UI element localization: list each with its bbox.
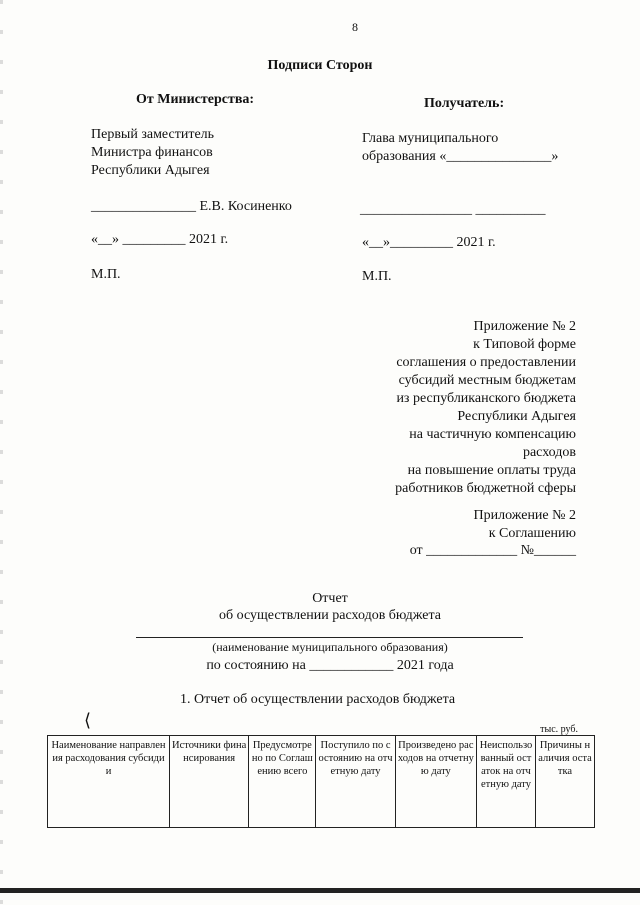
units-label: тыс. руб. [540,724,578,735]
table-header-row [48,736,595,828]
appendix-typical-line: к Типовой форме [473,337,576,352]
recipient-date-line: «__»_________ 2021 г. [362,235,496,250]
header-unused: Неиспользованный остаток на отчетную дату [477,736,536,828]
header-reasons: Причины наличия остатка [535,736,594,828]
appendix-typical-line: работников бюджетной сферы [395,481,576,496]
appendix-agreement-line: от _____________ №______ [409,543,576,558]
section-title: 1. Отчет об осуществлении расходов бюджета [180,692,456,707]
municipality-hint: (наименование муниципального образования) [212,640,448,654]
header-sources: Источники финансирования [170,736,249,828]
report-subtitle: об осуществлении расходов бюджета [218,608,442,623]
ministry-position-line-1: Первый заместитель [91,127,215,142]
appendix-agreement-line: Приложение № 2 [473,508,576,523]
ministry-stamp: М.П. [91,267,121,282]
ministry-heading: От Министерства: [136,92,255,107]
appendix-typical-line: на частичную компенсацию [409,427,576,442]
recipient-position-line-1: Глава муниципального [362,131,499,146]
ministry-position-line-3: Республики Адыгея [91,163,210,178]
recipient-name-line: ________________ __________ [360,202,546,217]
ministry-date-line: «__» _________ 2021 г. [91,232,229,247]
signatures-title: Подписи Сторон [267,58,373,73]
scan-bottom-edge [0,888,640,893]
appendix-typical-line: на повышение оплаты труда [407,463,576,478]
recipient-stamp: М.П. [362,269,392,284]
appendix-agreement-line: к Соглашению [488,526,576,541]
header-received: Поступило по состоянию на отчетную дату [316,736,395,828]
report-as-of: по состоянию на ____________ 2021 года [206,658,454,673]
appendix-typical-line: субсидий местным бюджетам [398,373,576,388]
appendix-typical-line: Приложение № 2 [473,319,576,334]
handwritten-mark: ⟨ [84,710,92,730]
appendix-typical-line: Республики Адыгея [457,409,576,424]
report-title: Отчет [312,591,348,606]
ministry-name-line: _______________ Е.В. Косиненко [91,199,292,214]
ministry-position-line-2: Министра финансов [91,145,213,160]
header-spent: Произведено расходов на отчетную дату [395,736,476,828]
recipient-heading: Получатель: [424,96,505,111]
appendix-typical-line: из республиканского бюджета [396,391,576,406]
page-number: 8 [352,20,358,34]
appendix-typical-line: соглашения о предоставлении [396,355,576,370]
scan-left-edge [0,0,3,905]
appendix-typical-line: расходов [522,445,576,460]
header-direction: Наименование направления расходования субсидии [48,736,170,828]
municipality-name-line [136,637,523,638]
report-table [47,735,595,828]
header-planned: Предусмотрено по Соглашению всего [249,736,316,828]
recipient-position-line-2: образования «_______________» [362,149,559,164]
